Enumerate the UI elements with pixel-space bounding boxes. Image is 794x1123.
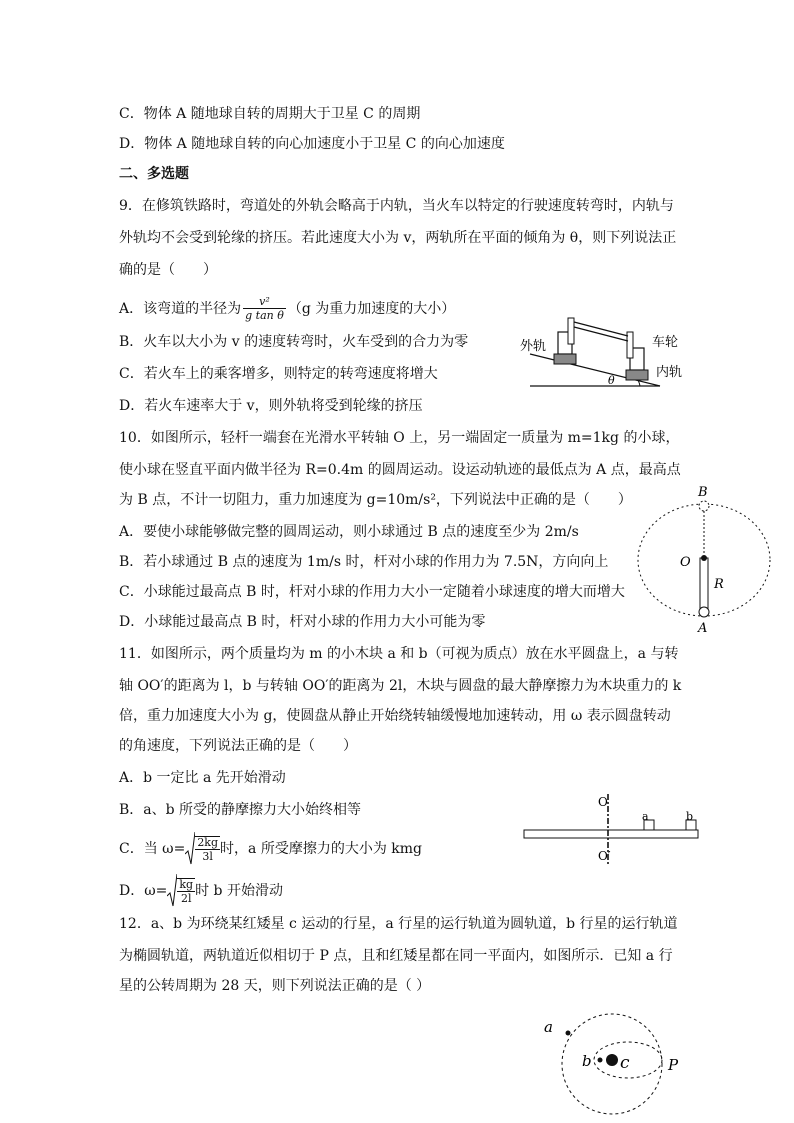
q9-inner-rail-label: 内轨: [656, 365, 683, 380]
q9-option-d: D．若火车速率大于 v，则外轨将受到轮缘的挤压: [119, 398, 423, 414]
sqrt-radical-icon: [185, 832, 195, 866]
q10-option-c: C．小球能过最高点 B 时，杆对小球的作用力大小一定随着小球速度的增大而增大: [119, 584, 625, 600]
q9-stem-line3: 确的是（ ）: [119, 262, 217, 278]
q9-stem-line1: 9．在修筑铁路时，弯道处的外轨会略高于内轨，当火车以特定的行驶速度转弯时，内轨与: [119, 198, 674, 214]
q10-stem-line1: 10．如图所示，轻杆一端套在光滑水平转轴 O 上，另一端固定一质量为 m=1kg 的小球，: [119, 430, 680, 446]
q12-planet-b: [598, 1058, 603, 1063]
q10-option-b: B．若小球通过 B 点的速度为 1m/s 时，杆对小球的作用力为 7.5N，方向向上: [119, 554, 609, 570]
q9-option-c: C．若火车上的乘客增多，则特定的转弯速度将增大: [119, 366, 438, 382]
q12-b-label: b: [582, 1052, 592, 1070]
q9-option-a: A．该弯道的半径为 $\frac{\text{v²}}{\text{g tan θ}}$ （g 为重力加速度的大小）: [119, 295, 456, 322]
q10-option-d: D．小球能过最高点 B 时，杆对小球的作用力大小可能为零: [119, 614, 486, 630]
q11-a-label: a: [642, 810, 649, 823]
q9-theta-label: θ: [608, 374, 615, 387]
q11-stem-line4: 的角速度，下列说法正确的是（ ）: [119, 738, 357, 754]
q11-option-b: B．a、b 所受的静摩擦力大小始终相等: [119, 802, 362, 818]
q11-rotating-disk-diagram: [520, 790, 704, 866]
q11-option-a: A．b 一定比 a 先开始滑动: [119, 770, 286, 786]
q11-option-c: C．当 ω= $\frac{2kg}{3l}$ 时，a 所受摩擦力的大小为 kmg: [119, 832, 422, 866]
q8-option-d: D．物体 A 随地球自转的向心加速度小于卫星 C 的向心加速度: [119, 136, 505, 152]
q12-star-c: [606, 1054, 618, 1066]
q9-radius-fraction: $\frac{\text{v²}}{\text{g tan θ}}$: [245, 295, 284, 322]
q11-stem-line2: 轴 OO′的距离为 l，b 与转轴 OO′的距离为 2l，木块与圆盘的最大静摩擦力为木块重力的 k: [119, 678, 682, 694]
q9-wheel-label: 车轮: [652, 335, 679, 350]
q12-stem-line2: 为椭圆轨道，两轨道近似相切于 P 点，且和红矮星都在同一平面内，如图所示．已知 a 行: [119, 948, 673, 964]
q9-outer-rail-label: 外轨: [520, 339, 547, 354]
q11-sqrt-c: $\frac{2kg}{3l}$: [185, 832, 220, 866]
q11-stem-line3: 倍，重力加速度大小为 g，使圆盘从静止开始绕转轴缓慢地加速转动，用 ω 表示圆盘转动: [119, 708, 671, 724]
q11-stem-line1: 11．如图所示，两个质量均为 m 的小木块 a 和 b（可视为质点）放在水平圆盘上，a 与转: [119, 646, 679, 662]
q12-p-label: P: [668, 1056, 679, 1074]
q9-option-b: B．火车以大小为 v 的速度转弯时，火车受到的合力为零: [119, 334, 469, 350]
q10-point-b-label: B: [698, 485, 708, 500]
q9-rail-diagram: [490, 308, 690, 390]
q12-c-label: c: [620, 1053, 630, 1073]
sqrt-radical-icon: [167, 874, 177, 908]
q10-stem-line2: 使小球在竖直平面内做半径为 R=0.4m 的圆周运动。设运动轨迹的最低点为 A 点，最高点: [119, 462, 681, 478]
q10-option-a: A．要使小球能够做完整的圆周运动，则小球通过 B 点的速度至少为 2m/s: [119, 524, 579, 540]
q11-axis-o-label: O: [598, 795, 608, 809]
q12-orbit-diagram: [536, 1008, 696, 1120]
q9-stem-line2: 外轨均不会受到轮缘的挤压。若此速度大小为 v，两轨所在平面的倾角为 θ，则下列说法正: [119, 230, 677, 246]
section-heading-multi-choice: 二、多选题: [119, 166, 189, 182]
q12-stem-line1: 12．a、b 为环绕某红矮星 c 运动的行星，a 行星的运行轨道为圆轨道，b 行星的运行轨道: [119, 916, 678, 932]
q11-option-d: D．ω= $\frac{kg}{2l}$ 时 b 开始滑动: [119, 874, 283, 908]
q10-radius-r-label: R: [714, 577, 724, 592]
q10-pivot-o-label: O: [680, 555, 691, 570]
q10-stem-line3: 为 B 点，不计一切阻力，重力加速度为 g=10m/s²，下列说法中正确的是（ ）: [119, 492, 632, 508]
q10-point-a-label: A: [698, 621, 708, 636]
q12-a-label: a: [544, 1018, 553, 1036]
q10-circular-motion-diagram: [636, 484, 784, 636]
q12-stem-line3: 星的公转周期为 28 天，则下列说法正确的是（ ）: [119, 978, 431, 994]
q12-planet-a: [566, 1031, 571, 1036]
q8-option-c: C．物体 A 随地球自转的周期大于卫星 C 的周期: [119, 106, 421, 122]
q11-axis-oprime-label: O′: [598, 849, 611, 863]
q11-sqrt-d: $\frac{kg}{2l}$: [167, 874, 195, 908]
q11-b-label: b: [686, 810, 694, 823]
